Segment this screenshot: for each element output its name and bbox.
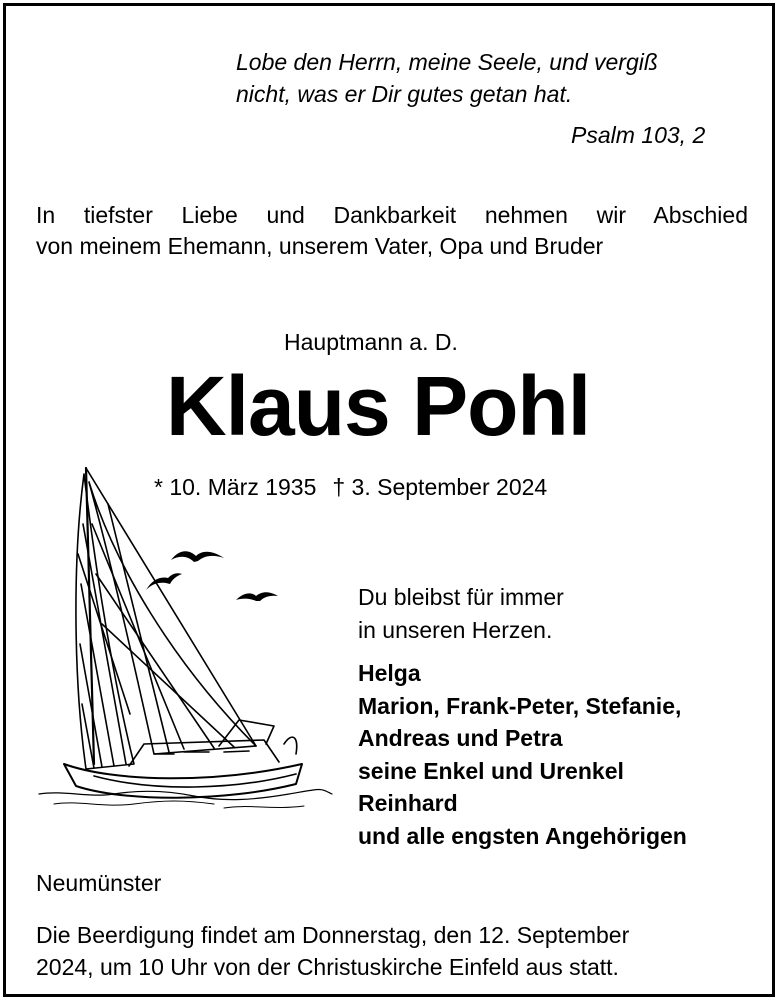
deceased-rank: Hauptmann a. D. (284, 329, 458, 355)
mourner-line-2: Marion, Frank-Peter, Stefanie, (358, 692, 682, 719)
death-date: † 3. September 2024 (332, 474, 548, 500)
intro-line-2: von meinem Ehemann, unserem Vater, Opa und Bruder (36, 233, 604, 259)
intro-text (36, 200, 748, 262)
intro-line-1: In tiefster Liebe und Dankbarkeit nehmen wir Abschied (36, 202, 748, 228)
mourner-line-3: Andreas und Petra (358, 725, 563, 752)
deceased-name: Klaus Pohl (166, 359, 591, 453)
funeral-line-1: Die Beerdigung findet am Donnerstag, den 12. September (36, 922, 630, 948)
obituary-card (3, 3, 775, 997)
mourner-line-4: seine Enkel und Urenkel (358, 757, 624, 784)
bird-icon (171, 551, 224, 562)
sailboat-icon (34, 464, 336, 816)
mourner-line-6: und alle engsten Angehörigen (358, 822, 687, 849)
verse-reference: Psalm 103, 2 (571, 122, 706, 148)
place-name: Neumünster (36, 870, 162, 896)
birth-date: * 10. März 1935 (154, 474, 317, 500)
verse-line-2: nicht, was er Dir gutes getan hat. (236, 81, 573, 107)
funeral-line-2: 2024, um 10 Uhr von der Christuskirche Einfeld aus statt. (36, 954, 619, 980)
motto-line-2: in unseren Herzen. (358, 617, 553, 643)
memorial-motto (358, 581, 564, 647)
bible-verse (236, 46, 658, 110)
mourner-line-5: Reinhard (358, 790, 458, 817)
funeral-notice (36, 919, 629, 983)
mourners-list (358, 657, 687, 853)
motto-line-1: Du bleibst für immer (358, 584, 564, 610)
bird-icon (236, 592, 278, 601)
mourner-line-1: Helga (358, 660, 421, 686)
verse-line-1: Lobe den Herrn, meine Seele, und vergiß (236, 49, 658, 75)
